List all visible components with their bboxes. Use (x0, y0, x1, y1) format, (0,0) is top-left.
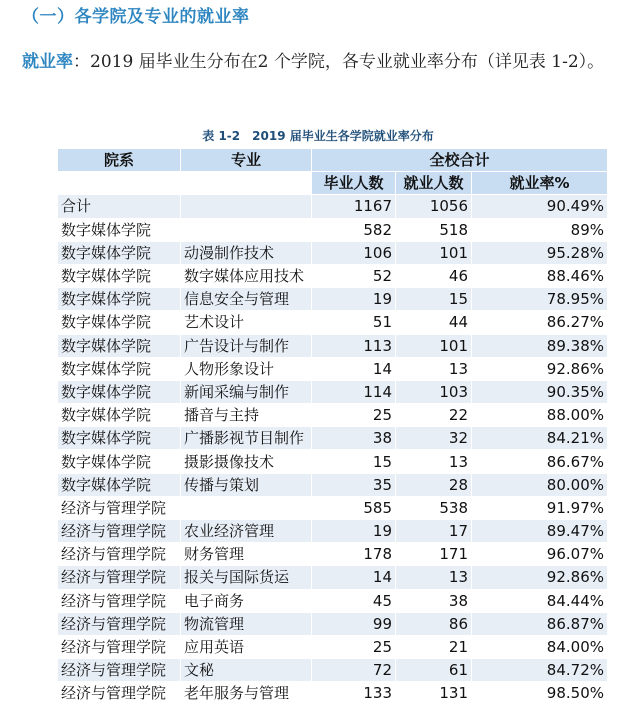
table-row (58, 496, 608, 519)
cell-rate: 80.00% (472, 473, 608, 496)
cell-graduates: 51 (312, 311, 396, 334)
cell-employed: 15 (396, 288, 472, 311)
cell-graduates: 25 (312, 404, 396, 427)
cell-department: 经济与管理学院 (58, 589, 181, 612)
cell-department: 经济与管理学院 (58, 520, 181, 543)
cell-rate: 90.49% (472, 195, 608, 218)
cell-graduates: 178 (312, 543, 396, 566)
cell-graduates: 19 (312, 520, 396, 543)
cell-department: 数字媒体学院 (58, 404, 181, 427)
cell-graduates: 38 (312, 427, 396, 450)
cell-employed: 1056 (396, 195, 472, 218)
cell-department: 数字媒体学院 (58, 264, 181, 287)
header-school-total: 全校合计 (312, 149, 608, 172)
cell-major: 传播与策划 (181, 473, 312, 496)
cell-rate: 92.86% (472, 357, 608, 380)
cell-major: 农业经济管理 (181, 520, 312, 543)
cell-department: 数字媒体学院 (58, 450, 181, 473)
header-major: 专业 (181, 149, 312, 172)
intro-paragraph (22, 40, 614, 84)
cell-rate: 84.21% (472, 427, 608, 450)
cell-rate: 84.72% (472, 659, 608, 682)
cell-major: 财务管理 (181, 543, 312, 566)
cell-rate: 86.27% (472, 311, 608, 334)
table-row (58, 682, 608, 705)
cell-employed: 38 (396, 589, 472, 612)
cell-graduates: 113 (312, 334, 396, 357)
cell-employed: 17 (396, 520, 472, 543)
table-row (58, 288, 608, 311)
cell-rate: 92.86% (472, 566, 608, 589)
cell-graduates: 14 (312, 566, 396, 589)
cell-rate: 89% (472, 218, 608, 241)
cell-graduates: 99 (312, 612, 396, 635)
table-row (58, 218, 608, 241)
cell-rate: 88.00% (472, 404, 608, 427)
cell-employed: 13 (396, 357, 472, 380)
cell-employed: 61 (396, 659, 472, 682)
table-row (58, 543, 608, 566)
cell-major: 人物形象设计 (181, 357, 312, 380)
cell-rate: 84.00% (472, 635, 608, 658)
cell-major: 广告设计与制作 (181, 334, 312, 357)
table-row (58, 520, 608, 543)
cell-department: 数字媒体学院 (58, 473, 181, 496)
cell-rate: 89.47% (472, 520, 608, 543)
cell-department: 经济与管理学院 (58, 682, 181, 705)
table-row (58, 427, 608, 450)
table-row (58, 589, 608, 612)
intro-text: ：2019 届毕业生分布在2 个学院，各专业就业率分布（详见表 1-2）。 (73, 52, 605, 72)
cell-department: 数字媒体学院 (58, 427, 181, 450)
table-row (58, 311, 608, 334)
cell-department: 数字媒体学院 (58, 218, 181, 241)
cell-graduates: 25 (312, 635, 396, 658)
section-heading: （一）各学院及专业的就业率 (22, 7, 250, 27)
header-graduates: 毕业人数 (312, 172, 396, 195)
cell-rate: 91.97% (472, 496, 608, 519)
cell-major: 播音与主持 (181, 404, 312, 427)
cell-rate: 90.35% (472, 380, 608, 403)
cell-major (181, 496, 312, 519)
table-row (58, 334, 608, 357)
cell-department: 数字媒体学院 (58, 241, 181, 264)
header-department: 院系 (58, 149, 181, 172)
cell-major: 动漫制作技术 (181, 241, 312, 264)
cell-employed: 518 (396, 218, 472, 241)
cell-employed: 13 (396, 450, 472, 473)
header-blank-2 (181, 172, 312, 195)
cell-employed: 44 (396, 311, 472, 334)
cell-graduates: 1167 (312, 195, 396, 218)
employment-rate-table (57, 148, 608, 706)
cell-major: 信息安全与管理 (181, 288, 312, 311)
cell-rate: 86.87% (472, 612, 608, 635)
header-employed: 就业人数 (396, 172, 472, 195)
cell-graduates: 582 (312, 218, 396, 241)
cell-rate: 86.67% (472, 450, 608, 473)
cell-department: 经济与管理学院 (58, 543, 181, 566)
table-row (58, 473, 608, 496)
cell-department: 经济与管理学院 (58, 659, 181, 682)
cell-graduates: 35 (312, 473, 396, 496)
table-body (58, 195, 608, 705)
cell-employed: 13 (396, 566, 472, 589)
table-row (58, 241, 608, 264)
cell-major: 报关与国际货运 (181, 566, 312, 589)
table-row (58, 450, 608, 473)
cell-graduates: 106 (312, 241, 396, 264)
cell-department: 经济与管理学院 (58, 635, 181, 658)
table-row (58, 635, 608, 658)
intro-key-term: 就业率 (22, 52, 73, 72)
cell-department: 数字媒体学院 (58, 334, 181, 357)
cell-employed: 32 (396, 427, 472, 450)
cell-major: 物流管理 (181, 612, 312, 635)
cell-major: 摄影摄像技术 (181, 450, 312, 473)
cell-graduates: 14 (312, 357, 396, 380)
cell-department: 经济与管理学院 (58, 566, 181, 589)
cell-rate: 96.07% (472, 543, 608, 566)
cell-graduates: 15 (312, 450, 396, 473)
cell-department: 数字媒体学院 (58, 380, 181, 403)
cell-department: 合计 (58, 195, 181, 218)
header-blank-1 (58, 172, 181, 195)
cell-major: 老年服务与管理 (181, 682, 312, 705)
cell-graduates: 72 (312, 659, 396, 682)
cell-rate: 98.50% (472, 682, 608, 705)
cell-major: 文秘 (181, 659, 312, 682)
cell-rate: 78.95% (472, 288, 608, 311)
cell-graduates: 19 (312, 288, 396, 311)
cell-department: 数字媒体学院 (58, 288, 181, 311)
cell-graduates: 52 (312, 264, 396, 287)
cell-department: 数字媒体学院 (58, 311, 181, 334)
cell-major: 电子商务 (181, 589, 312, 612)
cell-rate: 95.28% (472, 241, 608, 264)
table-row (58, 380, 608, 403)
cell-department: 经济与管理学院 (58, 612, 181, 635)
cell-employed: 86 (396, 612, 472, 635)
header-rate: 就业率% (472, 172, 608, 195)
cell-employed: 46 (396, 264, 472, 287)
cell-major: 艺术设计 (181, 311, 312, 334)
cell-employed: 101 (396, 241, 472, 264)
table-caption: 表 1-2 2019 届毕业生各学院就业率分布 (202, 129, 434, 143)
cell-employed: 131 (396, 682, 472, 705)
cell-employed: 28 (396, 473, 472, 496)
cell-rate: 88.46% (472, 264, 608, 287)
cell-major (181, 218, 312, 241)
cell-major: 广播影视节目制作 (181, 427, 312, 450)
cell-major: 数字媒体应用技术 (181, 264, 312, 287)
cell-major (181, 195, 312, 218)
cell-rate: 89.38% (472, 334, 608, 357)
cell-department: 数字媒体学院 (58, 357, 181, 380)
cell-employed: 171 (396, 543, 472, 566)
table-row (58, 357, 608, 380)
cell-major: 新闻采编与制作 (181, 380, 312, 403)
cell-graduates: 45 (312, 589, 396, 612)
cell-employed: 101 (396, 334, 472, 357)
table-row (58, 264, 608, 287)
cell-graduates: 133 (312, 682, 396, 705)
cell-employed: 538 (396, 496, 472, 519)
table-row (58, 404, 608, 427)
cell-employed: 21 (396, 635, 472, 658)
cell-major: 应用英语 (181, 635, 312, 658)
table-row (58, 659, 608, 682)
cell-employed: 103 (396, 380, 472, 403)
cell-graduates: 114 (312, 380, 396, 403)
table-row (58, 612, 608, 635)
cell-graduates: 585 (312, 496, 396, 519)
table-row (58, 566, 608, 589)
cell-department: 经济与管理学院 (58, 496, 181, 519)
table-row (58, 195, 608, 218)
cell-employed: 22 (396, 404, 472, 427)
cell-rate: 84.44% (472, 589, 608, 612)
